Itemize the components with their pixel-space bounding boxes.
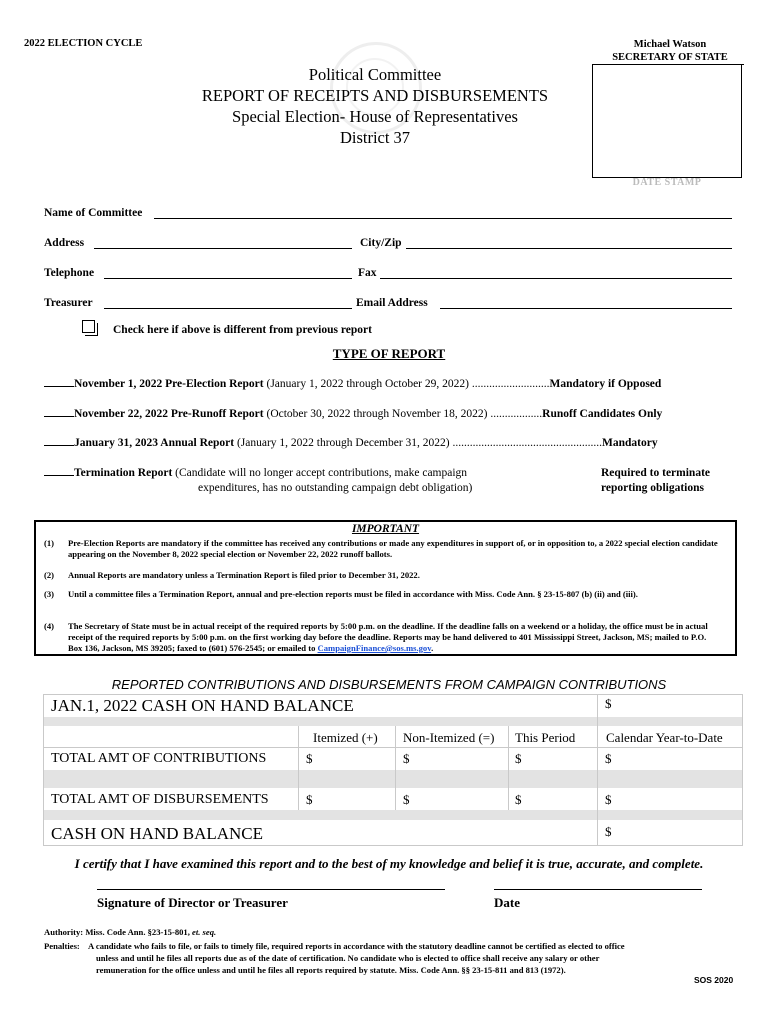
- item-text-block: [68, 621, 722, 654]
- committee-name-row: [44, 207, 734, 223]
- penalties-label: Penalties:: [44, 941, 80, 951]
- authority-line: [44, 926, 744, 938]
- telephone-label: Telephone: [44, 267, 95, 279]
- email-field[interactable]: [440, 297, 732, 309]
- report-period: (October 30, 2022 through November 18, 2022): [266, 408, 488, 420]
- signature-label: Signature of Director or Treasurer: [97, 895, 288, 910]
- ending-balance-label: CASH ON HAND BALANCE: [51, 824, 264, 843]
- fax-label: Fax: [358, 267, 377, 279]
- penalties-line: unless and until he files all reports due as of the date of certification. No candidate who is elected to office shall receive any salary or other: [96, 953, 600, 963]
- item-number: (2): [44, 570, 55, 580]
- summary-table: [43, 694, 743, 846]
- important-item: [44, 621, 724, 655]
- col-this-period: This Period: [515, 730, 576, 745]
- email-link[interactable]: CampaignFinance@sos.ms.gov: [317, 643, 432, 653]
- address-label: Address: [44, 237, 85, 249]
- official-title: SECRETARY OF STATE: [596, 51, 744, 65]
- disbursements-ytd-field[interactable]: $: [605, 792, 612, 807]
- form-title-line3: Special Election- House of Representatives: [232, 107, 518, 126]
- report-name: November 1, 2022 Pre-Election Report: [74, 378, 264, 390]
- report-name: Termination Report: [74, 467, 173, 479]
- treasurer-label: Treasurer: [44, 297, 93, 309]
- form-code: SOS 2020: [694, 975, 734, 985]
- address-row: [44, 237, 734, 253]
- report-option-blank[interactable]: [44, 437, 74, 446]
- report-requirement: Required to terminate: [601, 467, 711, 479]
- report-name: November 22, 2022 Pre-Runoff Report: [74, 408, 264, 420]
- disbursements-period-field[interactable]: $: [515, 792, 522, 807]
- report-period: (Candidate will no longer accept contributions, make campaign: [175, 467, 468, 479]
- report-requirement: Mandatory: [602, 437, 658, 449]
- committee-name-field[interactable]: [154, 207, 732, 219]
- form-title-line2: REPORT OF RECEIPTS AND DISBURSEMENTS: [201, 86, 549, 105]
- authority-label: Authority:: [44, 927, 84, 937]
- report-option-termination[interactable]: [44, 467, 732, 499]
- starting-balance-field[interactable]: $: [605, 696, 612, 711]
- report-period-cont: expenditures, has no outstanding campaign debt obligation): [198, 482, 473, 494]
- item-text: Until a committee files a Termination Report, annual and pre-election reports must be filed in accordance with Miss. Code Ann. § 23-15-807 (b) (ii) and (iii).: [68, 589, 638, 599]
- report-option-blank[interactable]: [44, 408, 74, 417]
- disbursements-non-itemized-field[interactable]: $: [403, 792, 410, 807]
- election-cycle-label: 2022 ELECTION CYCLE: [24, 38, 143, 49]
- penalties-line: A candidate who fails to file, or fails to timely file, required reports in accordance with the statutory deadline cannot be certified as elected to office: [88, 941, 625, 951]
- important-item: [44, 589, 724, 613]
- form-title-line1: Political Committee: [308, 65, 442, 84]
- important-item: [44, 570, 724, 582]
- fax-field[interactable]: [380, 267, 732, 279]
- authority-italic: et. seq.: [192, 927, 217, 937]
- authority-text: Miss. Code Ann. §23-15-801,: [85, 927, 190, 937]
- contributions-label: TOTAL AMT OF CONTRIBUTIONS: [51, 751, 267, 766]
- item-text: The Secretary of State must be in actual receipt of the required reports by 5:00 p.m. on the deadline. If the deadline falls on a weekend or a holiday, the office must be in actual receipt of the required reports by 5:00 p.m. on the first working day before the deadline. Reports may be hand delivered to 401 Mississippi Street, Jackson, MS; mailed to P.O. Box 136, Jackson, MS 39205; faxed to (601) 576-2545; or emailed to: [68, 621, 708, 653]
- report-period: (January 1, 2022 through December 31, 2022): [236, 437, 450, 449]
- telephone-field[interactable]: [104, 267, 352, 279]
- treasurer-row: [44, 297, 734, 313]
- report-option-annual[interactable]: [44, 437, 732, 449]
- date-stamp-box: [592, 64, 742, 178]
- col-non-itemized: Non-Itemized (=): [403, 730, 495, 745]
- contributions-itemized-field[interactable]: $: [306, 751, 313, 766]
- important-title: IMPORTANT: [351, 523, 420, 535]
- item-number: (4): [44, 621, 55, 631]
- leader-dots: ..................: [490, 408, 543, 420]
- disbursements-label: TOTAL AMT OF DISBURSEMENTS: [51, 792, 269, 807]
- contributions-non-itemized-field[interactable]: $: [403, 751, 410, 766]
- leader-dots: ...........................: [471, 378, 550, 390]
- address-field[interactable]: [94, 237, 352, 249]
- contributions-period-field[interactable]: $: [515, 751, 522, 766]
- col-itemized: Itemized (+): [313, 730, 378, 745]
- date-stamp-label: DATE STAMP: [632, 177, 702, 188]
- treasurer-field[interactable]: [104, 297, 352, 309]
- starting-balance-label: JAN.1, 2022 CASH ON HAND BALANCE: [51, 696, 354, 715]
- summary-heading: REPORTED CONTRIBUTIONS AND DISBURSEMENTS FROM CAMPAIGN CONTRIBUTIONS: [111, 677, 667, 692]
- leader-dots: ....................................................: [452, 437, 603, 449]
- telephone-row: [44, 267, 734, 283]
- type-of-report-heading: TYPE OF REPORT: [332, 346, 446, 361]
- report-requirement-cont: reporting obligations: [601, 482, 704, 494]
- report-name: January 31, 2023 Annual Report: [74, 437, 235, 449]
- email-label: Email Address: [356, 297, 428, 309]
- different-checkbox-label: Check here if above is different from previous report: [113, 324, 372, 336]
- city-zip-field[interactable]: [406, 237, 732, 249]
- report-option-blank[interactable]: [44, 467, 74, 476]
- contributions-ytd-field[interactable]: $: [605, 751, 612, 766]
- item-text-tail: .: [431, 643, 434, 653]
- report-requirement: Mandatory if Opposed: [549, 378, 662, 390]
- important-item: [44, 538, 724, 562]
- ending-balance-field[interactable]: $: [605, 824, 612, 839]
- report-option-pre-runoff[interactable]: [44, 408, 732, 420]
- report-option-blank[interactable]: [44, 378, 74, 387]
- item-text: Annual Reports are mandatory unless a Termination Report is filed prior to December 31, 2022.: [68, 570, 420, 580]
- secretary-block: [596, 38, 744, 65]
- item-text: Pre-Election Reports are mandatory if the committee has received any contributions or made any expenditures in support of, or in opposition to, a 2022 special election candidate appearing on the November 8, 2022 special election or November 22, 2022 runoff ballots.: [68, 538, 718, 559]
- certification-statement: I certify that I have examined this report and to the best of my knowledge and belief it is true, accurate, and complete.: [74, 856, 704, 871]
- official-name: Michael Watson: [633, 39, 707, 50]
- penalties-line: remuneration for the office unless and until he files all reports required by statute. Miss. Code Ann. §§ 23-15-811 and 813 (1972).: [96, 965, 566, 975]
- date-line[interactable]: [494, 888, 702, 890]
- committee-name-label: Name of Committee: [44, 207, 143, 219]
- report-option-pre-election[interactable]: [44, 378, 732, 390]
- item-number: (1): [44, 538, 55, 548]
- item-number: (3): [44, 589, 55, 599]
- date-label: Date: [494, 895, 520, 910]
- city-zip-label: City/Zip: [360, 237, 402, 249]
- report-period: (January 1, 2022 through October 29, 2022): [266, 378, 469, 390]
- different-checkbox[interactable]: [82, 320, 95, 333]
- disbursements-itemized-field[interactable]: $: [306, 792, 313, 807]
- col-year-to-date: Calendar Year-to-Date: [606, 730, 723, 745]
- signature-line[interactable]: [97, 888, 445, 890]
- form-title-line4: District 37: [339, 128, 411, 147]
- report-requirement: Runoff Candidates Only: [542, 408, 663, 420]
